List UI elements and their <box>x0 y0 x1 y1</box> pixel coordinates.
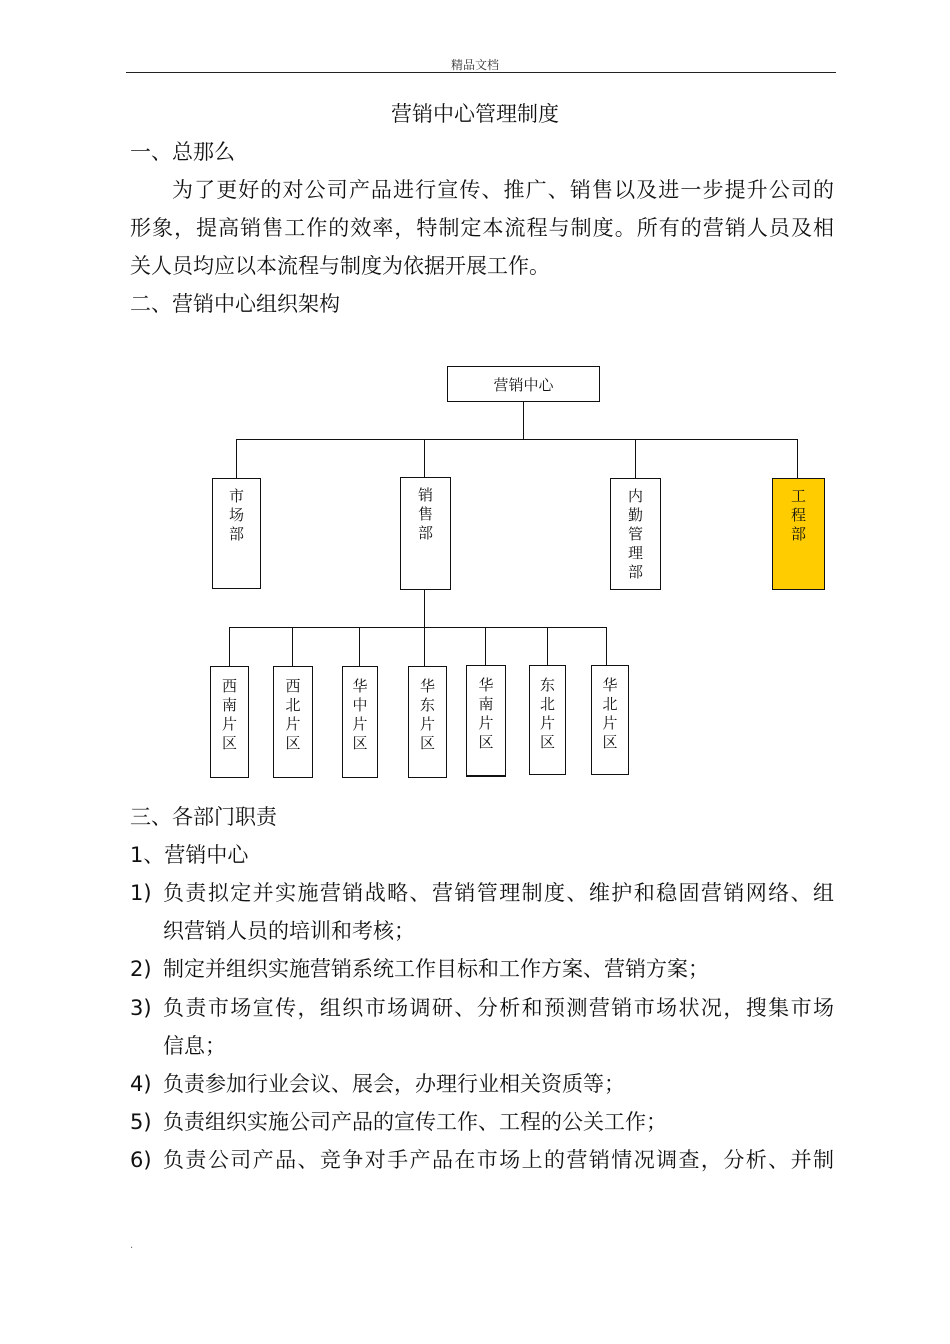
section-3-subheading: 1、营销中心 <box>130 843 249 867</box>
dept-label: 内勤管理部 <box>627 487 643 581</box>
footer-mark: . <box>130 1240 134 1251</box>
section-1-line-3: 关人员均应以本流程与制度为依据开展工作。 <box>130 254 550 278</box>
org-connector <box>523 402 524 440</box>
document-title: 营销中心管理制度 <box>391 102 559 126</box>
org-connector <box>229 627 607 628</box>
dept-label: 销售部 <box>417 486 433 542</box>
running-header: 精品文档 <box>450 58 499 72</box>
region-label: 华东片区 <box>419 677 435 752</box>
org-connector <box>547 627 548 665</box>
section-1-heading: 一、总那么 <box>130 140 235 164</box>
section-1-line-2: 形象，提高销售工作的效率，特制定本流程与制度。所有的营销人员及相 <box>130 216 834 240</box>
dept-label: 市场部 <box>228 487 244 543</box>
region-box <box>591 665 629 775</box>
section-3-heading: 三、各部门职责 <box>130 805 277 829</box>
region-box <box>342 666 378 778</box>
section-2-heading: 二、营销中心组织架构 <box>130 292 340 316</box>
org-root-label: 营销中心 <box>493 375 554 394</box>
region-label: 华中片区 <box>352 677 368 752</box>
region-box <box>273 666 313 778</box>
duty-number: 2) <box>130 957 152 981</box>
org-connector <box>424 439 425 478</box>
duty-number: 3) <box>130 996 152 1020</box>
org-connector <box>229 627 230 666</box>
duty-text: 负责参加行业会议、展会，办理行业相关资质等； <box>163 1072 625 1096</box>
duty-number: 6) <box>130 1148 152 1172</box>
org-connector <box>606 627 607 665</box>
dept-box-internal <box>610 478 661 590</box>
duty-text: 信息； <box>163 1034 226 1058</box>
dept-label: 工程部 <box>790 487 806 543</box>
org-root-box <box>447 366 600 402</box>
org-connector <box>292 627 293 666</box>
duty-text: 织营销人员的培训和考核； <box>163 919 415 943</box>
org-connector <box>359 627 360 666</box>
duty-number: 1) <box>130 881 152 905</box>
region-label: 华南片区 <box>478 676 494 751</box>
dept-box-engineering <box>772 478 825 590</box>
region-box <box>466 665 506 777</box>
org-connector <box>424 590 425 628</box>
duty-text: 负责公司产品、竞争对手产品在市场上的营销情况调查，分析、并制 <box>163 1148 834 1172</box>
org-connector <box>236 439 798 440</box>
duty-text: 负责组织实施公司产品的宣传工作、工程的公关工作； <box>163 1110 667 1134</box>
dept-box-marketing <box>212 478 261 589</box>
region-label: 西南片区 <box>221 677 237 752</box>
duty-text: 负责市场宣传，组织市场调研、分析和预测营销市场状况，搜集市场 <box>163 996 834 1020</box>
org-connector <box>236 439 237 478</box>
org-connector <box>424 627 425 666</box>
org-connector <box>635 439 636 478</box>
region-box <box>408 666 447 778</box>
duty-number: 5) <box>130 1110 152 1134</box>
region-box <box>529 665 566 775</box>
region-label: 东北片区 <box>539 676 555 751</box>
org-connector <box>797 439 798 478</box>
duty-text: 负责拟定并实施营销战略、营销管理制度、维护和稳固营销网络、组 <box>163 881 834 905</box>
region-box <box>210 666 249 778</box>
region-label: 西北片区 <box>285 677 301 752</box>
duty-text: 制定并组织实施营销系统工作目标和工作方案、营销方案； <box>163 957 709 981</box>
org-connector <box>485 627 486 665</box>
dept-box-sales <box>400 477 451 590</box>
region-label: 华北片区 <box>602 676 618 751</box>
duty-number: 4) <box>130 1072 152 1096</box>
section-1-line-1: 为了更好的对公司产品进行宣传、推广、销售以及进一步提升公司的 <box>172 178 834 202</box>
